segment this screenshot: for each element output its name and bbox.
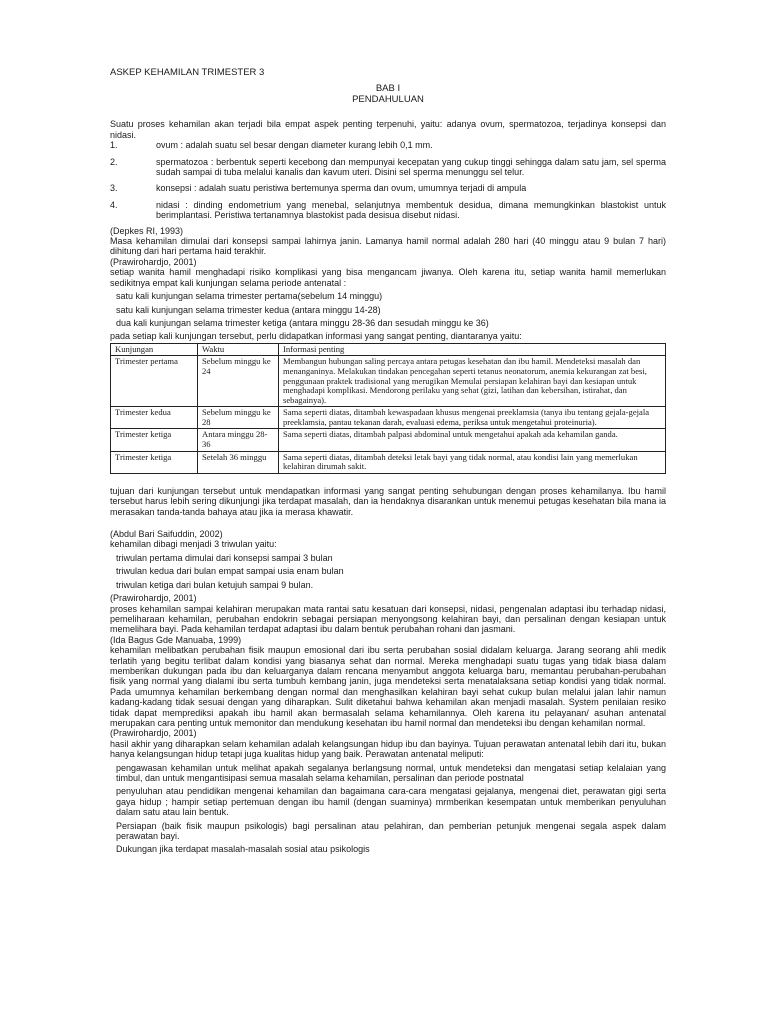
list-item: triwulan kedua dari bulan empat sampai usia enam bulan xyxy=(116,566,344,577)
citation: (Ida Bagus Gde Manuaba, 1999) xyxy=(110,634,242,645)
paragraph: hasil akhir yang diharapkan selam kehamilan adalah kelangsungan hidup ibu dan bayinya. Tujuan perawatan antenatal lebih dari itu, bukan hanya kelangsungan hidup tetapi juga kualitas hidup yang baik. Perawatan antenatal meliputi: xyxy=(110,738,666,760)
paragraph: setiap wanita hamil menghadapi risiko komplikasi yang bisa mengancam jiwanya. Oleh karena itu, setiap wanita hamil memerlukan sedikitnya empat kali kunjungan selama periode antenatal : xyxy=(110,267,666,288)
list-item: Dukungan jika terdapat masalah-masalah sosial atau psikologis xyxy=(116,844,370,855)
list-item: satu kali kunjungan selama trimester kedua (antara minggu 14-28) xyxy=(116,304,381,315)
table-cell: Trimester ketiga xyxy=(111,429,198,451)
table-cell: Sama seperti diatas, ditambah deteksi letak bayi yang tidak normal, atau kondisi lain yang memerlukan kelahiran dirumah sakit. xyxy=(279,451,666,473)
citation: (Depkes RI, 1993) xyxy=(110,225,184,236)
document-page xyxy=(110,68,666,858)
table-header-row xyxy=(111,343,666,356)
table-row xyxy=(111,429,666,451)
visit-table xyxy=(110,343,666,474)
table-cell: Trimester kedua xyxy=(111,407,198,429)
list-item: dua kali kunjungan selama trimester ketiga (antara minggu 28-36 dan sesudah minggu ke 36) xyxy=(116,317,489,328)
table-cell: Sama seperti diatas, ditambah kewaspadaan khusus mengenai preeklamsia (tanya ibu tentang gejala-gejala preeklamsia, pantau tekanan darah, evaluasi edema, periksa untuk mengetahui proteinuria). xyxy=(279,407,666,429)
paragraph: pada setiap kali kunjungan tersebut, perlu didapatkan informasi yang sangat penting, diantaranya yaitu: xyxy=(110,331,522,342)
table-row xyxy=(111,407,666,429)
list-item: satu kali kunjungan selama trimester pertama(sebelum 14 minggu) xyxy=(116,291,383,302)
paragraph: kehamilan dibagi menjadi 3 triwulan yaitu: xyxy=(110,539,277,550)
citation: (Prawirohardjo, 2001) xyxy=(110,256,197,267)
list-item: 1. ovum : adalah suatu sel besar dengan diameter kurang lebih 0,1 mm. xyxy=(110,140,433,151)
table-cell: Antara minggu 28-36 xyxy=(198,429,279,451)
list-item: penyuluhan atau pendidikan mengenai kehamilan dan bagaimana cara-cara mengatasi gejalanya, mengenai diet, perawatan gigi serta gaya hidup ; hampir setiap pertemuan dengan ibu hamil (dengan suaminya) mrmberikan kesempatan untuk memberikan penyuluhan dalam satu atau lain bentuk. xyxy=(116,786,666,818)
table-row xyxy=(111,451,666,473)
table-cell: Sebelum minggu ke 24 xyxy=(198,356,279,407)
paragraph: proses kehamilan sampai kelahiran merupakan mata rantai satu kesatuan dari konsepsi, nidasi, pengenalan adaptasi ibu terhadap nidasi, pemeliharaan kehamilan, perubahan endokrin sebagai persiapan menyongsong kelahiran bayi, dan persalinan dengan kesiapan untuk memelihara bayi. Pada kehamilan terdapat adaptasi ibu dalam bentuk perubahan rohani dan jasmani. xyxy=(110,603,666,635)
table-cell: Trimester pertama xyxy=(111,356,198,407)
table-cell: Setelah 36 minggu xyxy=(198,451,279,473)
list-item: triwulan ketiga dari bulan ketujuh sampai 9 bulan. xyxy=(116,579,314,590)
document-title: ASKEP KEHAMILAN TRIMESTER 3 xyxy=(110,67,265,78)
table-cell: Sama seperti diatas, ditambah palpasi abdominal untuk mengetahui apakah ada kehamilan ganda. xyxy=(279,429,666,451)
table-cell: Trimester ketiga xyxy=(111,451,198,473)
table-header: Informasi penting xyxy=(279,343,666,356)
table-header: Kunjungan xyxy=(111,343,198,356)
list-item: 3. konsepsi : adalah suatu peristiwa bertemunya sperma dan ovum, umumnya terjadi di ampula xyxy=(110,183,527,194)
list-item: 2. spermatozoa : berbentuk seperti kecebong dan mempunyai kecepatan yang cukup tinggi sehingga dalam satu jam, sel sperma sudah sampai di tuba melalui kanalis dan kavum uteri. Disini sel sperma menunggu sel telur. xyxy=(110,156,666,178)
intro-paragraph: Suatu proses kehamilan akan terjadi bila empat aspek penting terpenuhi, yaitu: adanya ovum, spermatozoa, terjadinya konsepsi dan nidasi. xyxy=(110,119,666,140)
paragraph: Masa kehamilan dimulai dari konsepsi sampai lahirnya janin. Lamanya hamil normal adalah 280 hari (40 minggu atau 9 bulan 7 hari) dihitung dari hari pertama haid terakhir. xyxy=(110,236,666,257)
list-item: triwulan pertama dimulai dari konsepsi sampai 3 bulan xyxy=(116,552,333,563)
list-item: Persiapan (baik fisik maupun psikologis) bagi persalinan atau pelahiran, dan pemberian petunjuk mengenai segala aspek dalam perawatan bayi. xyxy=(116,820,666,842)
table-cell: Membangun hubungan saling percaya antara petugas kesehatan dan ibu hamil. Mendeteksi masalah dan menanganinya. Melakukan tindakan pencegahan seperti tetanus neonatorum, anemia kekurangan zat besi, penggunaan praktek tradisional yang merugikan Memulai persiapan kelahiran bayi dan kesiapan untuk menghadapi komplikasi. Mendorong perilaku yang sehat (gizi, latihan dan kebersihan, istirahat, dan sebagainya). xyxy=(279,356,666,407)
chapter-number: BAB I xyxy=(375,83,401,95)
citation: (Abdul Bari Saifuddin, 2002) xyxy=(110,529,223,540)
citation: (Prawirohardjo, 2001) xyxy=(110,728,197,739)
table-cell: Sebelum minggu ke 28 xyxy=(198,407,279,429)
citation: (Prawirohardjo, 2001) xyxy=(110,593,197,604)
paragraph: kehamilan melibatkan perubahan fisik maupun emosional dari ibu serta perubahan sosial didalam keluarga. Jarang seorang ahli medik terlatih yang begitu terlibat dalam kondisi yang biasanya sehat dan normal. Mereka menghadapi suatu tugas yang tidak biasa dalam memberikan dukungan pada ibu dan keluarganya dalam rencana menyambut anggota keluarga baru, memantau perubahan-perubahan fisik yang normal yang dialami ibu serta tumbuh kembang janin, juga mendeteksi serta menatalaksana setiap kondisi yang tidak normal. Pada umumnya kehamilan berkembang dengan normal dan menghasilkan kelahiran bayi sehat cukup bulan melalui jalan lahir namun kadang-kadang tidak sesuai dengan yang diharapkan. Sulit diketahui bahwa kehamilan akan menjadi masalah. System penilaian resiko tidak dapat memprediksi apakah ibu hamil akan bermasalah selama kehamilannya. Oleh karena itu pelayanan/ asuhan antenatal merupakan cara penting untuk memonitor dan mendukung kesehatan ibu hamil normal dan mendeteksi ibu dengan kehamilan normal. xyxy=(110,645,666,728)
list-item: 4. nidasi : dinding endometrium yang menebal, selanjutnya membentuk desidua, dimana memungkinkan blastokist untuk berimplantasi. Peristiwa tertanamnya blastokist pada desisua disebut nidasi. xyxy=(110,199,666,221)
list-item: pengawasan kehamilan untuk melihat apakah segalanya berlangsung normal, untuk mendeteksi dan mengatasi setiap kelalaian yang timbul, dan untuk mengantisipasi semua masalah selama kehamilan, persalinan dan periode postnatal xyxy=(116,762,666,783)
table-header: Waktu xyxy=(198,343,279,356)
chapter-title: PENDAHULUAN xyxy=(352,94,424,106)
table-row xyxy=(111,356,666,407)
paragraph: tujuan dari kunjungan tersebut untuk mendapatkan informasi yang sangat penting sehubungan dengan proses kehamilanya. Ibu hamil tersebut harus lebih sering dikunjungi jika terdapat masalah, dan ia hendaknya disarankan untuk menemui petugas kesehatan bila mana ia merasakan tanda-tanda bahaya atau jika ia merasa khawatir. xyxy=(110,485,666,517)
